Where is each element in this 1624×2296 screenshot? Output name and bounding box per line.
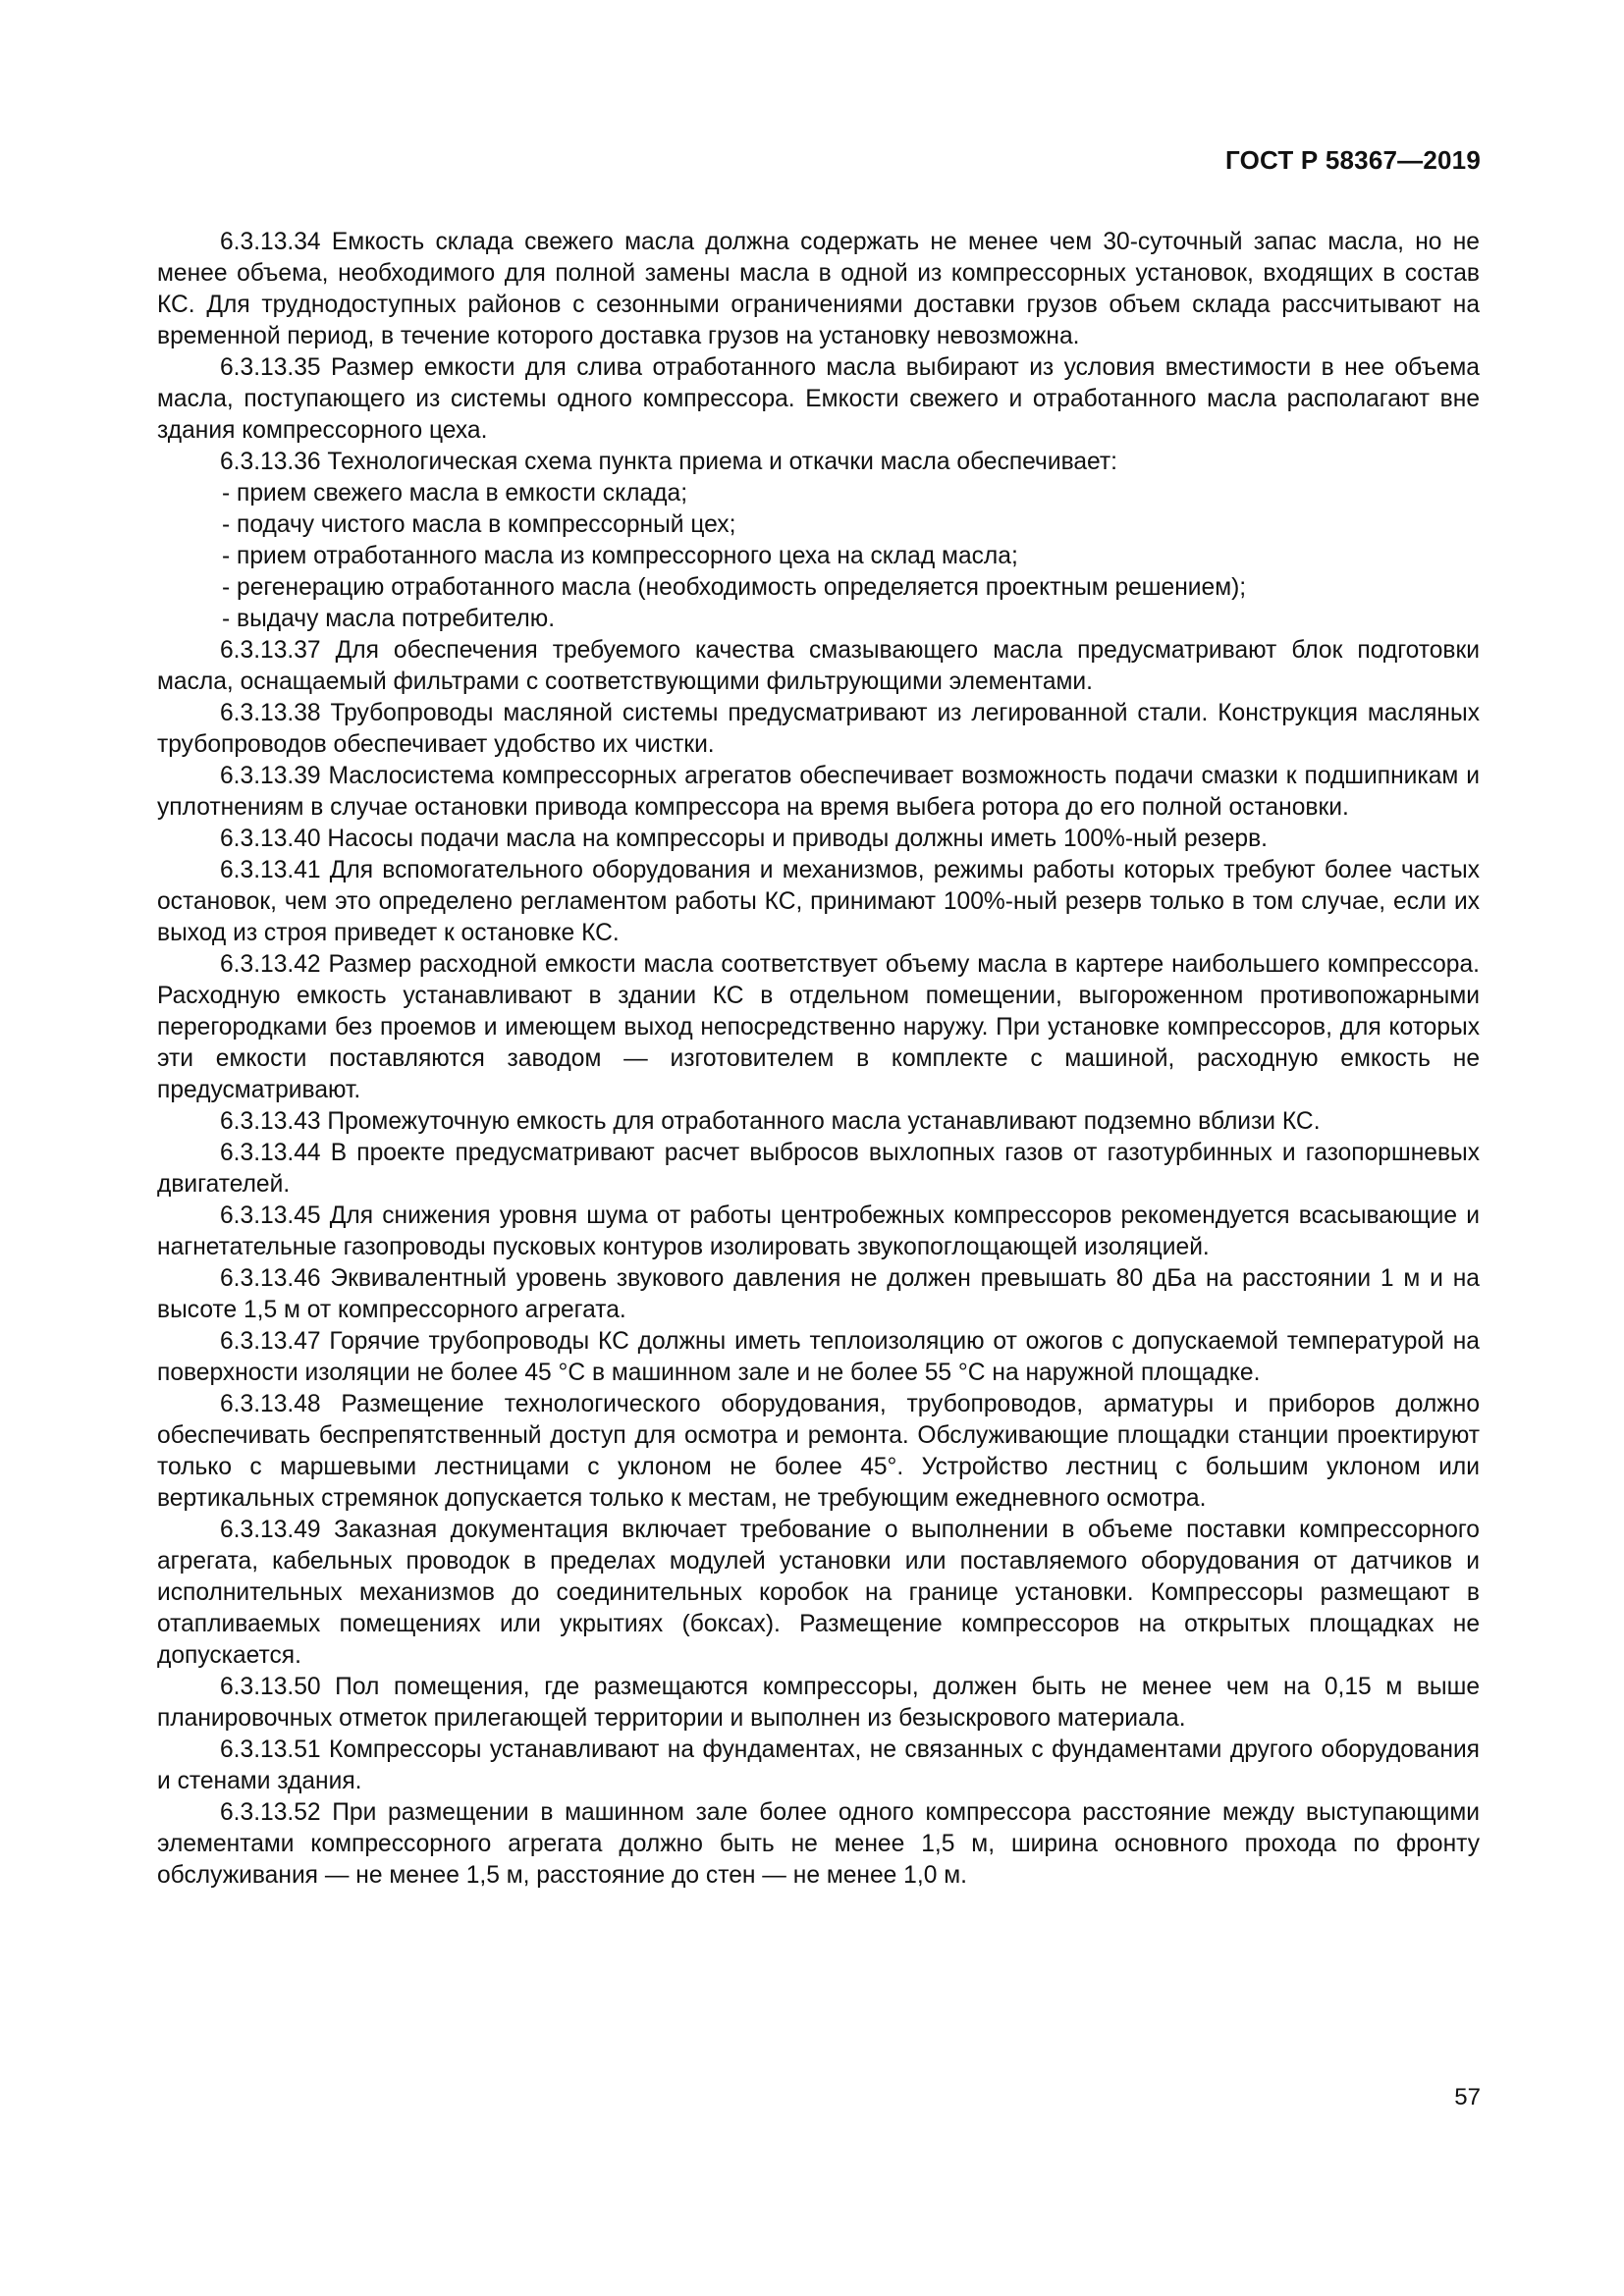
list-item: - выдачу масла потребителю. — [222, 606, 556, 632]
document-header: ГОСТ Р 58367—2019 — [1225, 145, 1481, 175]
clause-6-3-13-39: 6.3.13.39 Маслосистема компрессорных агрегатов обеспечивает возможность подачи смазки к подшипникам и уплотнениям в случае остановки привода компрессора на время выбега ротора до его полной остановки. — [157, 763, 1480, 821]
clause-6-3-13-38: 6.3.13.38 Трубопроводы масляной системы предусматривают из легированной стали. Конструкция масляных трубопроводов обеспечивает удобство их чистки. — [157, 700, 1480, 758]
page-number: 57 — [1454, 2084, 1481, 2110]
clause-6-3-13-41: 6.3.13.41 Для вспомогательного оборудования и механизмов, режимы работы которых требуют более частых остановок, чем это определено регламентом работы КС, принимают 100%-ный резерв только в том случае, если их выход из строя приведет к остановке КС. — [157, 857, 1480, 946]
clause-6-3-13-36: 6.3.13.36 Технологическая схема пункта приема и откачки масла обеспечивает: — [220, 449, 1118, 475]
document-body — [157, 227, 1480, 1892]
clause-6-3-13-44: 6.3.13.44 В проекте предусматривают расчет выбросов выхлопных газов от газотурбинных и газопоршневых двигателей. — [157, 1140, 1480, 1198]
clause-6-3-13-34: 6.3.13.34 Емкость склада свежего масла должна содержать не менее чем 30-суточный запас масла, но не менее объема, необходимого для полной замены масла в одной из компрессорных установок, входящих в состав КС. Для труднодоступных районов с сезонными ограничениями доставки грузов объем склада рассчитывают на временной период, в течение которого доставка грузов на установку невозможна. — [157, 229, 1480, 349]
clause-6-3-13-40: 6.3.13.40 Насосы подачи масла на компрессоры и приводы должны иметь 100%-ный резерв. — [220, 826, 1268, 852]
list-item: - прием отработанного масла из компрессорного цеха на склад масла; — [222, 543, 1018, 569]
clause-6-3-13-51: 6.3.13.51 Компрессоры устанавливают на фундаментах, не связанных с фундаментами другого оборудования и стенами здания. — [157, 1736, 1480, 1794]
list-item: - подачу чистого масла в компрессорный цех; — [222, 511, 736, 538]
clause-6-3-13-45: 6.3.13.45 Для снижения уровня шума от работы центробежных компрессоров рекомендуется всасывающие и нагнетательные газопроводы пусковых контуров изолировать звукопоглощающей изоляцией. — [157, 1202, 1480, 1260]
clause-6-3-13-47: 6.3.13.47 Горячие трубопроводы КС должны иметь теплоизоляцию от ожогов с допускаемой температурой на поверхности изоляции не более 45 °С в машинном зале и не более 55 °С на наружной площадке. — [157, 1328, 1480, 1386]
clause-6-3-13-35: 6.3.13.35 Размер емкости для слива отработанного масла выбирают из условия вместимости в нее объема масла, поступающего из системы одного компрессора. Емкости свежего и отработанного масла располагают вне здания компрессорного цеха. — [157, 354, 1480, 444]
list-item: - прием свежего масла в емкости склада; — [222, 480, 688, 507]
clause-6-3-13-42: 6.3.13.42 Размер расходной емкости масла соответствует объему масла в картере наибольшего компрессора. Расходную емкость устанавливают в здании КС в отдельном помещении, выгороженном противопожарными перегородками без проемов и имеющем выход непосредственно наружу. При установке компрессоров, для которых эти емкости поставляются заводом — изготовителем в комплекте с машиной, расходную емкость не предусматривают. — [157, 951, 1480, 1103]
clause-6-3-13-52: 6.3.13.52 При размещении в машинном зале более одного компрессора расстояние между выступающими элементами компрессорного агрегата должно быть не менее 1,5 м, ширина основного прохода по фронту обслуживания — не менее 1,5 м, расстояние до стен — не менее 1,0 м. — [157, 1799, 1480, 1889]
clause-6-3-13-50: 6.3.13.50 Пол помещения, где размещаются компрессоры, должен быть не менее чем на 0,15 м выше планировочных отметок прилегающей территории и выполнен из безыскрового материала. — [157, 1674, 1480, 1732]
clause-6-3-13-46: 6.3.13.46 Эквивалентный уровень звукового давления не должен превышать 80 дБа на расстоянии 1 м и на высоте 1,5 м от компрессорного агрегата. — [157, 1265, 1480, 1323]
list-item: - регенерацию отработанного масла (необходимость определяется проектным решением); — [222, 574, 1247, 601]
clause-6-3-13-49: 6.3.13.49 Заказная документация включает требование о выполнении в объеме поставки компрессорного агрегата, кабельных проводок в пределах модулей установки или поставляемого оборудования от датчиков и исполнительных механизмов до соединительных коробок на границе установки. Компрессоры размещают в отапливаемых помещениях или укрытиях (боксах). Размещение компрессоров на открытых площадках не допускается. — [157, 1517, 1480, 1669]
clause-6-3-13-37: 6.3.13.37 Для обеспечения требуемого качества смазывающего масла предусматривают блок подготовки масла, оснащаемый фильтрами с соответствующими фильтрующими элементами. — [157, 637, 1480, 695]
clause-6-3-13-43: 6.3.13.43 Промежуточную емкость для отработанного масла устанавливают подземно вблизи КС. — [220, 1108, 1321, 1135]
clause-6-3-13-48: 6.3.13.48 Размещение технологического оборудования, трубопроводов, арматуры и приборов должно обеспечивать беспрепятственный доступ для осмотра и ремонта. Обслуживающие площадки станции проектируют только с маршевыми лестницами с уклоном не более 45°. Устройство лестниц с большим уклоном или вертикальных стремянок допускается только к местам, не требующим ежедневного осмотра. — [157, 1391, 1480, 1512]
